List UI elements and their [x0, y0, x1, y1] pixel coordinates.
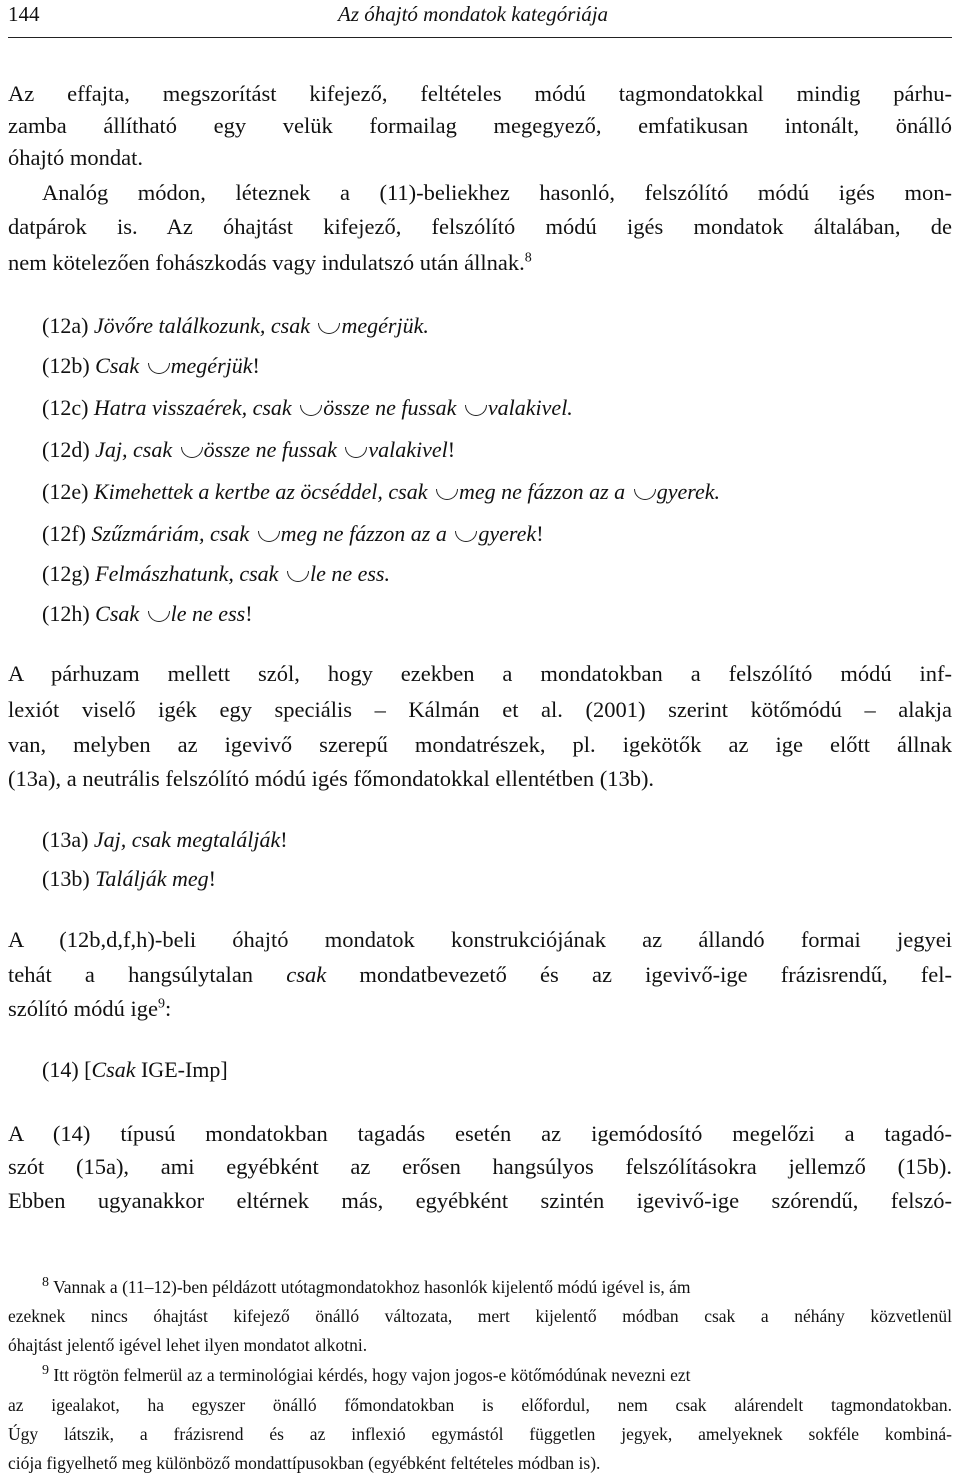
example-text: Felmászhatunk, csak: [95, 561, 279, 586]
example-12e: [42, 478, 720, 506]
running-title: Az óhajtó mondatok kategóriája: [338, 2, 609, 26]
example-12d: [42, 436, 455, 464]
para1-line-6-text: nem kötelezően fohászkodás vagy indulatszó után állnak.: [8, 250, 525, 275]
para2-line-1: A párhuzam mellett szól, hogy ezekben a mondatokban a felszólító módú inf-: [8, 661, 952, 686]
example-label: (12f): [42, 521, 86, 546]
para4-line-2: szót (15a), ami egyébként az erősen hangsúlyos felszólításokra jellemző (15b).: [8, 1154, 952, 1179]
footnote-ref-8[interactable]: 8: [524, 250, 532, 266]
example-text: gyerek.: [656, 479, 720, 504]
example-label: (12g): [42, 561, 90, 586]
para3-text: :: [165, 996, 172, 1021]
para3-text: mondatbevezető és az igevivő-ige frázisrendű, fel-: [359, 962, 952, 987]
para3-line-1: A (12b,d,f,h)-beli óhajtó mondatok konstrukciójának az állandó formai jegyei: [8, 927, 952, 952]
example-label: (13a): [42, 827, 89, 852]
para2-line-4: (13a), a neutrális felszólító módú igés főmondatokkal ellentétben (13b).: [8, 766, 655, 791]
example-13a: [42, 826, 288, 854]
tie-mark: [148, 611, 170, 622]
para1-line-6: [8, 249, 952, 277]
bracket: [: [84, 1057, 92, 1082]
footnote-9-line-4: ciója figyelhető meg különböző mondattípusokban (egyébként feltételes módban is).: [8, 1453, 601, 1473]
example-text: Találják meg: [95, 866, 209, 891]
tie-mark: [465, 405, 487, 416]
example-text: Jaj, csak: [95, 437, 173, 462]
example-12c: [42, 394, 573, 422]
para1-line-1: Az effajta, megszorítást kifejező, feltételes módú tagmondatokkal mindig párhu-: [8, 81, 952, 106]
footnote-9-line-1: [42, 1364, 952, 1386]
example-label: (12d): [42, 437, 90, 462]
example-13b: [42, 865, 216, 893]
example-label: (13b): [42, 866, 90, 891]
example-text: Csak: [95, 601, 140, 626]
example-text: össze ne fussak: [203, 437, 337, 462]
running-header: [8, 0, 952, 38]
example-text: Csak: [95, 353, 140, 378]
exclamation: !: [447, 437, 456, 462]
tie-mark: [181, 447, 203, 458]
example-label: (14): [42, 1057, 79, 1082]
example-12h: [42, 600, 253, 628]
example-text: valakivel: [368, 437, 448, 462]
example-14: [42, 1056, 228, 1084]
example-text: megérjük: [170, 353, 253, 378]
example-label: (12c): [42, 395, 89, 420]
tie-mark: [436, 489, 458, 500]
tie-mark: [345, 447, 367, 458]
example-12a: [42, 312, 429, 340]
header-rule: [8, 37, 952, 38]
example-label: (12e): [42, 479, 89, 504]
para2-line-3: van, melyben az igevivő szerepű mondatrészek, pl. igekötők az ige előtt állnak: [8, 732, 952, 757]
tie-mark: [455, 531, 477, 542]
tie-mark: [318, 323, 340, 334]
example-text: valakivel.: [487, 395, 573, 420]
example-text: Kimehettek a kertbe az öcséddel, csak: [93, 479, 428, 504]
tie-mark: [148, 363, 170, 374]
para1-line-5: datpárok is. Az óhajtást kifejező, felszólító módú igés mondatok általában, de: [8, 214, 952, 239]
footnote-text: Vannak a (11–12)-ben példázott utótagmondatokhoz hasonlók kijelentő módú igével is, ám: [53, 1277, 691, 1297]
exclamation: !: [536, 521, 544, 546]
footnote-mark: 9: [42, 1363, 49, 1379]
para3-line-2: [8, 961, 952, 989]
para3-line-3: [8, 995, 952, 1023]
example-12f: [42, 520, 544, 548]
para4-line-1: A (14) típusú mondatokban tagadás esetén az igemódosító megelőzi a tagadó-: [8, 1121, 952, 1146]
footnote-8-line-1: [42, 1276, 952, 1298]
para3-text: szólító módú ige: [8, 996, 158, 1021]
tie-mark: [634, 489, 656, 500]
tie-mark: [258, 531, 280, 542]
para4-line-3: Ebben ugyanakkor eltérnek más, egyébként szintén igevivő-ige szórendű, felszó-: [8, 1188, 952, 1213]
para3-text: tehát a hangsúlytalan: [8, 962, 254, 987]
example-text: Jaj, csak megtalálják: [93, 827, 281, 852]
exclamation: !: [252, 353, 260, 378]
tie-mark: [300, 405, 322, 416]
footnote-8-line-3: óhajtást jelentő igével lehet ilyen mondatot alkotni.: [8, 1335, 368, 1355]
example-label: (12b): [42, 353, 90, 378]
para1-line-3: óhajtó mondat.: [8, 145, 143, 170]
para3-italic: csak: [286, 962, 327, 987]
exclamation: !: [280, 827, 288, 852]
example-italic: Csak: [91, 1057, 136, 1082]
example-text: le ne ess: [170, 601, 246, 626]
example-text: Szűzmáriám, csak: [91, 521, 250, 546]
example-text: Jövőre találkozunk, csak: [93, 313, 310, 338]
para1-line-2: zamba állítható egy velük formailag megegyező, emfatikusan intonált, önálló: [8, 113, 952, 138]
example-text: gyerek: [478, 521, 537, 546]
para2-line-2: lexiót viselő igék egy speciális – Kálmán et al. (2001) szerint kötőmódú – alakja: [8, 697, 952, 722]
footnote-ref-9[interactable]: 9: [158, 996, 165, 1012]
example-text: meg ne fázzon az a: [280, 521, 447, 546]
example-text: Hatra visszaérek, csak: [93, 395, 292, 420]
example-12b: [42, 352, 260, 380]
exclamation: !: [208, 866, 216, 891]
example-text: le ne ess.: [309, 561, 390, 586]
footnote-9-line-3: Úgy látszik, a frázisrend és az inflexió egymástól független jegyek, amelyeknek sokféle kombiná-: [8, 1424, 952, 1444]
tie-mark: [287, 571, 309, 582]
example-12g: [42, 560, 390, 588]
footnote-8-line-2: ezeknek nincs óhajtást kifejező önálló változata, mert kijelentő módban csak a néhány közvetlenül: [8, 1306, 952, 1326]
example-text: IGE-Imp]: [140, 1057, 228, 1082]
exclamation: !: [245, 601, 253, 626]
example-label: (12a): [42, 313, 89, 338]
example-text: megérjük.: [341, 313, 429, 338]
example-text: meg ne fázzon az a: [458, 479, 626, 504]
example-text: össze ne fussak: [323, 395, 457, 420]
page-number: 144: [8, 2, 40, 26]
footnote-9-line-2: az igealakot, ha egyszer önálló főmondatokban is előfordul, nem csak alárendelt tagmondatokban.: [8, 1395, 952, 1415]
footnote-mark: 8: [42, 1275, 49, 1291]
example-label: (12h): [42, 601, 90, 626]
para1-line-4: Analóg módon, léteznek a (11)-beliekhez hasonló, felszólító módú igés mon-: [42, 180, 952, 205]
footnote-text: Itt rögtön felmerül az a terminológiai kérdés, hogy vajon jogos-e kötőmódúnak nevezni ezt: [53, 1365, 691, 1385]
